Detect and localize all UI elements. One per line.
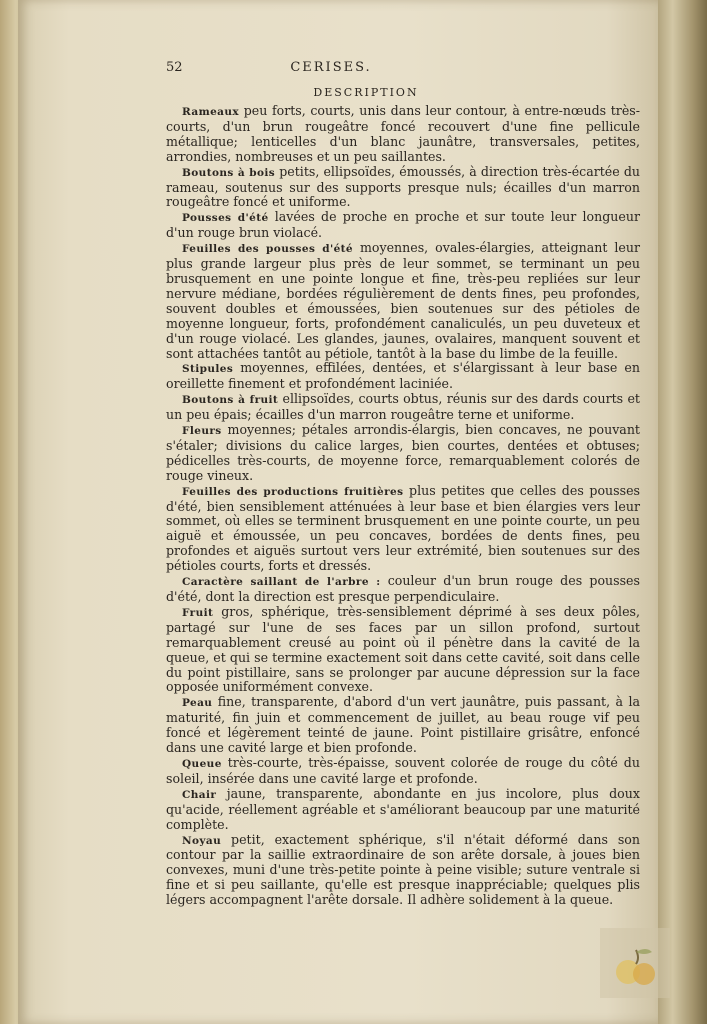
page-header [166,60,496,80]
paragraph-text: moyennes, effilées, dentées, et s'élargissant à leur base en oreillette finement et profondément laciniée. [166,360,640,392]
paragraph-boutons-a-fruit [166,392,640,423]
page-number: 52 [166,60,183,75]
paragraph-text: fine, transparente, d'abord d'un vert jaunâtre, puis passant, à la maturité, fin juin et commencement de juillet, au beau rouge vif peu foncé et légèrement teinté de jaune. Point pistillaire grisâtre, enfoncé dans une cavité large et bien profonde. [166,694,640,756]
term-label: Pousses d'été [182,212,269,225]
term-label: Fleurs [182,425,222,438]
paragraph-stipules [166,361,640,392]
term-label: Peau [182,697,213,710]
term-label: Chair [182,788,217,801]
term-label: Feuilles des pousses d'été [182,243,354,256]
paragraph-feuilles-pousses [166,241,640,361]
paragraph-pousses-d-ete [166,210,640,241]
paragraph-text: moyennes, ovales-élargies, atteignant leur plus grande largeur plus près de leur sommet, se terminant un peu brusquement en une pointe longue et fine, très-peu repliées sur leur nervure médiane, bordées régulièrement de dents fines, peu profondes, souvent doubles et émoussées, bien soutenues sur des pétioles de moyenne longueur, forts, profondément canaliculés, un peu duveteux et d'un rouge violacé. Les glandes, jaunes, ovalaires, manquent souvent et sont attachées tantôt au pétiole, tantôt à la base du limbe de la feuille. [166,240,640,361]
term-label: Stipules [182,363,234,376]
term-label: Feuilles des productions fruitières [182,485,404,498]
paragraph-feuilles-productions [166,484,640,574]
paragraph-fruit [166,605,640,695]
paragraph-text: petit, exactement sphérique, s'il n'était déformé dans son contour par la saillie extraordinaire de son arête dorsale, à joues bien convexes, muni d'une très-petite pointe à peine visible; suture ventrale si fine et si peu saillante, qu'elle est presque inappréciable; quelques plis légers accompagnent l'arête dorsale. Il adhère solidement à la queue. [166,831,640,908]
paragraph-rameaux [166,104,640,165]
paragraph-peau [166,695,640,756]
paragraph-noyau [166,833,640,909]
paragraph-text: gros, sphérique, très-sensiblement déprimé à ses deux pôles, partagé sur l'une de ses faces par un sillon profond, surtout remarquablement creusé au point où il pénètre dans la cavité de la queue, et qui se termine exactement soit dans cette cavité, soit dans celle du point pistillaire, sans se prolonger par aucune dépression sur la face opposée uniformément convexe. [166,603,640,695]
paragraph-text: très-courte, très-épaisse, souvent colorée de rouge du côté du soleil, insérée dans une cavité large et profonde. [166,754,640,786]
paragraph-fleurs [166,423,640,484]
description-body [166,104,640,908]
paragraph-text: lavées de proche en proche et sur toute leur longueur d'un rouge brun violacé. [166,209,640,241]
paragraph-chair [166,787,640,833]
term-label: Rameaux [182,106,240,118]
section-title: DESCRIPTION [313,86,419,99]
running-title: CERISES. [290,60,372,75]
term-label: Boutons à bois [182,166,276,179]
paragraph-text: couleur d'un brun rouge des pousses d'été, dont la direction est presque perpendiculaire. [166,573,640,604]
paragraph-boutons-a-bois [166,165,640,211]
paragraph-text: moyennes; pétales arrondis-élargis, bien concaves, ne pouvant s'étaler; divisions du calice larges, bien courtes, dentées et obtuses; pédicelles très-courts, de moyenne force, remarquablement colorés de rouge vineux. [166,422,640,483]
paragraph-caractere [166,574,640,605]
paragraph-text: petits, ellipsoïdes, émoussés, à direction très-écartée du rameau, soutenus sur des supports presque nuls; écailles d'un marron rougeâtre foncé et uniforme. [166,163,640,210]
paragraph-text: peu forts, courts, unis dans leur contour, à entre-nœuds très-courts, d'un brun rougeâtre foncé recouvert d'une fine pellicule métallique; lenticelles d'un blanc jaunâtre, transversales, petites, arrondies, nombreuses et un peu saillantes. [166,103,640,164]
paragraph-text: jaune, transparente, abondante en jus incolore, plus doux qu'acide, réellement agréable et s'améliorant beaucoup par une maturité complète. [166,785,640,832]
term-label: Caractère saillant de l'arbre : [182,576,381,589]
paragraph-text: plus petites que celles des pousses d'été, bien sensiblement atténuées à leur base et bien élargies vers leur sommet, où elles se terminent brusquement en une pointe courte, un peu aiguë et émoussée, un peu concaves, bordées de dents fines, peu profondes et aiguës surtout vers leur extrémité, bien soutenues sur des pétioles courts, forts et dressés. [166,482,640,574]
page-edge [658,0,707,1024]
fruit-logo-icon [600,928,670,998]
paragraph-queue [166,756,640,787]
term-label: Noyau [182,834,222,847]
term-label: Boutons à fruit [182,394,279,407]
term-label: Queue [182,757,222,770]
term-label: Fruit [182,606,214,619]
paragraph-text: ellipsoïdes, courts obtus, réunis sur des dards courts et un peu épais; écailles d'un marron rougeâtre terne et uniforme. [166,391,640,423]
